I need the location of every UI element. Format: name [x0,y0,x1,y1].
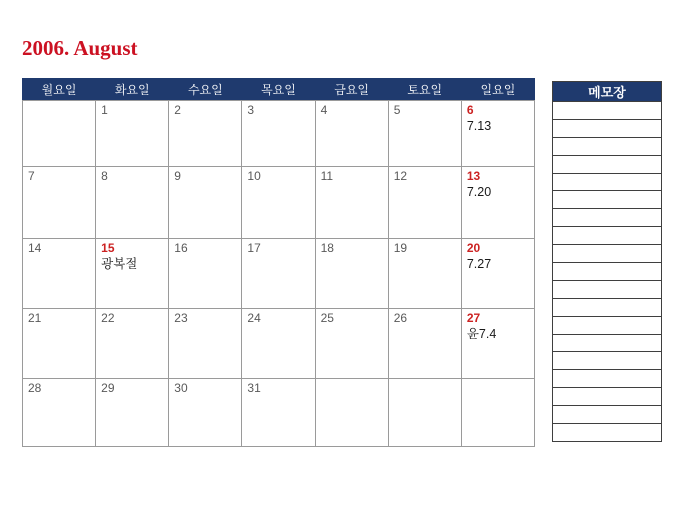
calendar-day-cell [169,379,242,447]
calendar-day-cell [242,309,315,379]
calendar-day-cell [315,239,388,309]
day-note: 7.13 [466,119,492,133]
memo-cell [553,352,662,370]
calendar-week-row [23,101,535,167]
calendar-empty-cell [388,379,461,447]
calendar-day-cell [169,239,242,309]
calendar-day-cell [388,239,461,309]
day-number: 27 [466,311,481,325]
day-number: 21 [28,311,42,325]
calendar-header-row [23,79,535,101]
day-number: 3 [247,103,255,117]
memo-cell [553,227,662,245]
calendar-day-cell [461,239,534,309]
calendar-day-cell [169,167,242,239]
day-note: 윤7.4 [466,327,497,341]
day-number: 23 [174,311,188,325]
memo-cell [553,137,662,155]
memo-cell [553,191,662,209]
day-number: 14 [28,241,42,255]
calendar-day-cell [388,101,461,167]
calendar-day-cell [96,239,169,309]
day-header-tue: 화요일 [96,79,169,101]
day-number: 17 [247,241,261,255]
calendar-table [22,78,535,447]
day-number: 12 [393,169,408,183]
memo-cell [553,424,662,442]
memo-row [553,245,662,263]
memo-row [553,173,662,191]
calendar-body [23,101,535,447]
calendar-day-cell [23,309,96,379]
day-number: 19 [393,241,408,255]
memo-body [553,102,662,442]
calendar-day-cell [461,309,534,379]
day-header-mon: 월요일 [23,79,96,101]
memo-row [553,119,662,137]
memo-header: 메모장 [553,82,662,102]
day-number: 15 [101,241,115,255]
day-number: 7 [28,169,35,183]
memo-row [553,209,662,227]
calendar-day-cell [96,167,169,239]
day-number: 8 [101,169,108,183]
day-header-sun: 일요일 [461,79,534,101]
calendar-empty-cell [23,101,96,167]
calendar-day-cell [23,167,96,239]
calendar-day-cell [96,379,169,447]
calendar-day-cell [388,167,461,239]
day-number: 26 [393,311,408,325]
calendar-week-row [23,309,535,379]
memo-cell [553,263,662,281]
memo-cell [553,209,662,227]
calendar-day-cell [169,101,242,167]
day-number: 30 [174,381,188,395]
memo-row [553,155,662,173]
day-number: 16 [174,241,188,255]
day-number: 24 [247,311,261,325]
memo-cell [553,406,662,424]
calendar-week-row [23,379,535,447]
memo-cell [553,173,662,191]
day-header-fri: 금요일 [315,79,388,101]
day-number: 28 [28,381,42,395]
calendar-day-cell [242,239,315,309]
day-number: 31 [247,381,261,395]
calendar-day-cell [96,101,169,167]
day-number: 13 [466,169,481,183]
memo-row [553,406,662,424]
day-number: 29 [101,381,115,395]
day-number: 25 [320,311,334,325]
memo-row [553,316,662,334]
page-title: 2006. August [22,36,138,60]
calendar-day-cell [23,379,96,447]
day-number: 6 [466,103,474,117]
memo-row [553,280,662,298]
calendar-day-cell [96,309,169,379]
memo-cell [553,334,662,352]
memo-cell [553,316,662,334]
calendar-day-cell [461,167,534,239]
calendar-empty-cell [315,379,388,447]
day-number: 20 [466,241,481,255]
memo-cell [553,280,662,298]
day-note: 7.27 [466,257,492,271]
day-number: 11 [320,169,334,183]
day-note: 광복절 [101,257,138,271]
memo-row [553,263,662,281]
memo-cell [553,298,662,316]
memo-row [553,352,662,370]
calendar-day-cell [315,167,388,239]
day-number: 10 [247,169,261,183]
day-header-thu: 목요일 [242,79,315,101]
memo-cell [553,155,662,173]
day-number: 5 [393,103,401,117]
memo-cell [553,388,662,406]
day-note: 7.20 [466,185,492,199]
memo-row [553,334,662,352]
memo-cell [553,245,662,263]
day-header-sat: 토요일 [388,79,461,101]
calendar-week-row [23,239,535,309]
calendar-day-cell [169,309,242,379]
calendar-day-cell [315,101,388,167]
memo-row [553,370,662,388]
day-number: 1 [101,103,108,117]
memo-row [553,388,662,406]
day-number: 4 [320,103,328,117]
calendar-day-cell [461,101,534,167]
memo-row [553,424,662,442]
memo-cell [553,102,662,120]
memo-row [553,227,662,245]
memo-row [553,102,662,120]
calendar-day-cell [388,309,461,379]
day-number: 18 [320,241,334,255]
day-number: 22 [101,311,115,325]
day-header-wed: 수요일 [169,79,242,101]
memo-row [553,137,662,155]
memo-header-row [553,82,662,102]
memo-cell [553,370,662,388]
calendar-week-row [23,167,535,239]
calendar-day-cell [242,379,315,447]
memo-table [552,81,662,442]
memo-cell [553,119,662,137]
memo-row [553,298,662,316]
calendar-day-cell [315,309,388,379]
calendar-day-cell [23,239,96,309]
day-number: 9 [174,169,181,183]
calendar-header [23,79,535,101]
day-number: 2 [174,103,181,117]
calendar-day-cell [242,167,315,239]
calendar-empty-cell [461,379,534,447]
memo-row [553,191,662,209]
calendar-day-cell [242,101,315,167]
